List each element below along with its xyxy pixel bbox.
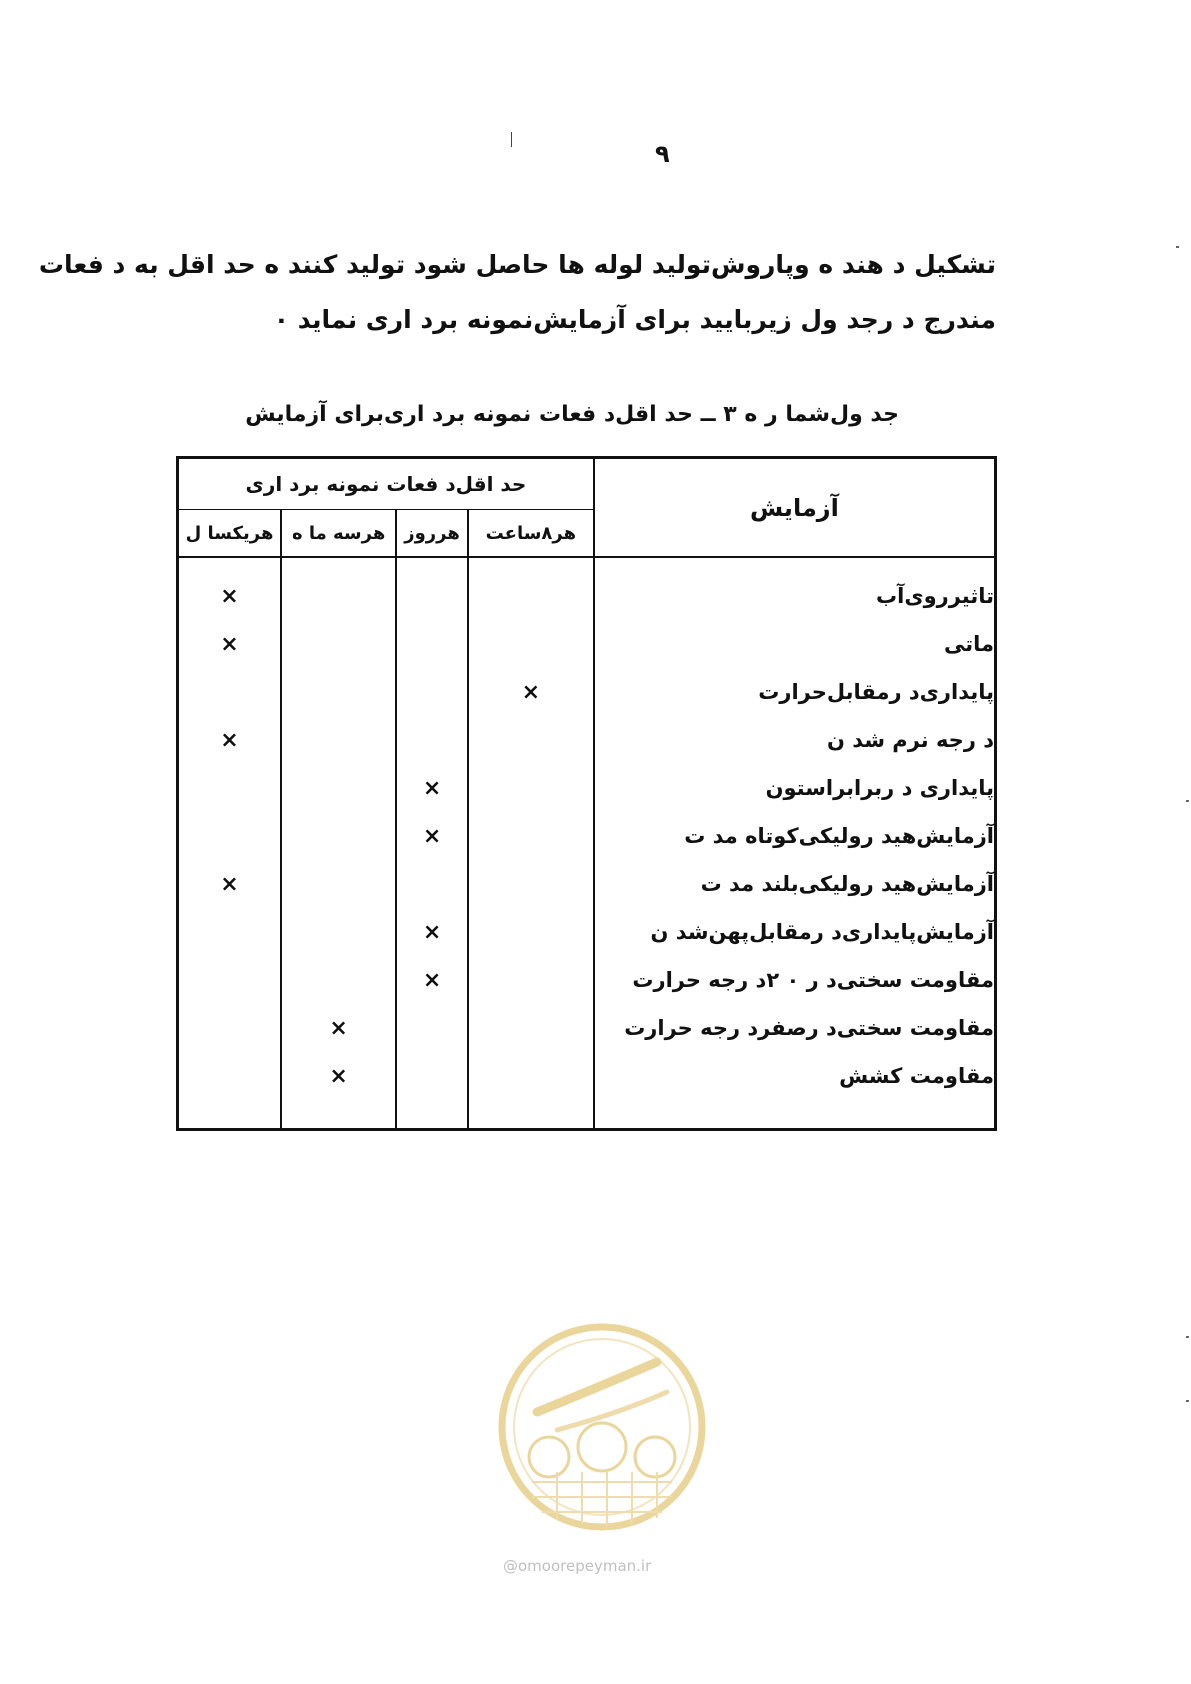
freq-cell-every-8-hours (468, 956, 594, 1004)
omoorepeyman-watermark-emblem (497, 1322, 707, 1532)
scan-speck (1176, 246, 1179, 248)
test-name-cell: پایداری د ربرابراستون (594, 764, 996, 812)
scan-speck (1186, 1400, 1189, 1402)
freq-cell-yearly (178, 716, 282, 764)
check-mark: × (422, 967, 442, 993)
spacer-cell (178, 557, 282, 572)
table-row (178, 572, 996, 620)
freq-header-yearly: هریکسا ل (178, 510, 282, 558)
freq-cell-every-8-hours (468, 620, 594, 668)
paragraph-line-1: تشکیل د هند ه وپاروش‌تولید لوله ها حاصل شود تولید کنند ه حد اقل به د فعات (38, 250, 996, 279)
freq-header-every-3-months: هرسه ما ه (281, 510, 396, 558)
table-row (178, 668, 996, 716)
freq-cell-every-8-hours (468, 764, 594, 812)
freq-cell-every-3-months (281, 812, 396, 860)
table-row (178, 860, 996, 908)
table-row (178, 716, 996, 764)
check-mark: × (220, 583, 239, 609)
table-row (178, 764, 996, 812)
table-caption: جد ول‌شما ر ه ۳ ــ حد اقل‌د فعات نمونه برد اری‌برای آزمایش (245, 402, 899, 427)
freq-cell-daily (396, 620, 468, 668)
table-row (178, 620, 996, 668)
check-mark: × (422, 823, 442, 849)
freq-cell-yearly (178, 668, 282, 716)
test-name-cell: پایداری‌د رمقابل‌حرارت (594, 668, 996, 716)
freq-cell-every-3-months (281, 1004, 396, 1052)
tail-cell (281, 1100, 396, 1130)
scan-speck (1186, 1336, 1189, 1338)
freq-cell-daily (396, 716, 468, 764)
paragraph-line-2: مندرج د رجد ول زیربایید برای آزمایش‌نمونه برد اری نماید ٠ (273, 305, 996, 334)
table-row (178, 956, 996, 1004)
freq-cell-yearly (178, 908, 282, 956)
table-row (178, 1052, 996, 1100)
freq-cell-every-8-hours (468, 668, 594, 716)
freq-cell-daily (396, 764, 468, 812)
tail-cell (594, 1100, 996, 1130)
spacer-cell (594, 557, 996, 572)
tail-cell (396, 1100, 468, 1130)
freq-cell-every-8-hours (468, 716, 594, 764)
freq-cell-daily (396, 1052, 468, 1100)
test-name-cell: ماتی (594, 620, 996, 668)
test-name-cell: مقاومت سختی‌د رصفرد رجه حرارت (594, 1004, 996, 1052)
test-name-cell: مقاومت کشش (594, 1052, 996, 1100)
tail-cell (178, 1100, 282, 1130)
tail-cell (468, 1100, 594, 1130)
freq-cell-every-3-months (281, 620, 396, 668)
test-name-cell: تاثیرروی‌آب (594, 572, 996, 620)
watermark-url: @omoorepeyman.ir (503, 1557, 652, 1575)
freq-header-daily: هرروز (396, 510, 468, 558)
table-body (178, 557, 996, 1130)
scan-tick-mark (511, 132, 512, 147)
freq-cell-daily (396, 668, 468, 716)
freq-cell-every-8-hours (468, 1004, 594, 1052)
freq-cell-every-8-hours (468, 908, 594, 956)
freq-cell-daily (396, 860, 468, 908)
freq-cell-every-3-months (281, 908, 396, 956)
freq-cell-every-3-months (281, 956, 396, 1004)
freq-cell-every-8-hours (468, 572, 594, 620)
check-mark: × (220, 631, 239, 657)
scan-speck (1186, 800, 1189, 802)
spacer-cell (396, 557, 468, 572)
test-name-cell: آزمایش‌هید رولیکی‌کوتاه مد ت (594, 812, 996, 860)
freq-cell-yearly (178, 1052, 282, 1100)
table-spacer-row (178, 557, 996, 572)
freq-cell-yearly (178, 764, 282, 812)
check-mark: × (329, 1015, 348, 1041)
freq-cell-daily (396, 908, 468, 956)
frequency-group-header: حد اقل‌د فعات نمونه برد اری (178, 458, 594, 510)
freq-cell-yearly (178, 1004, 282, 1052)
test-name-cell: آزمایش‌پایداری‌د رمقابل‌پهن‌شد ن (594, 908, 996, 956)
freq-cell-yearly (178, 956, 282, 1004)
table-tail-row (178, 1100, 996, 1130)
check-mark: × (220, 727, 239, 753)
freq-cell-daily (396, 812, 468, 860)
freq-cell-every-3-months (281, 1052, 396, 1100)
test-name-cell: آزمایش‌هید رولیکی‌بلند مد ت (594, 860, 996, 908)
table-header-row (178, 458, 996, 510)
spacer-cell (468, 557, 594, 572)
freq-cell-daily (396, 956, 468, 1004)
test-name-cell: مقاومت سختی‌د ر ۰ ۲د رجه حرارت (594, 956, 996, 1004)
table-row (178, 1004, 996, 1052)
freq-cell-every-8-hours (468, 860, 594, 908)
freq-cell-daily (396, 572, 468, 620)
check-mark: × (422, 775, 442, 801)
freq-cell-yearly (178, 812, 282, 860)
table-row (178, 812, 996, 860)
freq-cell-yearly (178, 572, 282, 620)
check-mark: × (220, 871, 239, 897)
freq-cell-every-8-hours (468, 1052, 594, 1100)
page-number: ۹ (655, 140, 670, 168)
freq-header-every-8-hours: هر۸ساعت (468, 510, 594, 558)
table-row (178, 908, 996, 956)
freq-cell-every-3-months (281, 572, 396, 620)
check-mark: × (521, 679, 541, 705)
check-mark: × (422, 919, 442, 945)
freq-cell-every-3-months (281, 860, 396, 908)
freq-cell-every-3-months (281, 668, 396, 716)
check-mark: × (329, 1063, 348, 1089)
freq-cell-every-8-hours (468, 812, 594, 860)
spacer-cell (281, 557, 396, 572)
test-column-header: آزمایش (594, 458, 996, 558)
test-name-cell: د رجه نرم شد ن (594, 716, 996, 764)
freq-cell-yearly (178, 620, 282, 668)
freq-cell-yearly (178, 860, 282, 908)
freq-cell-daily (396, 1004, 468, 1052)
freq-cell-every-3-months (281, 764, 396, 812)
freq-cell-every-3-months (281, 716, 396, 764)
test-frequency-table (176, 456, 997, 1131)
